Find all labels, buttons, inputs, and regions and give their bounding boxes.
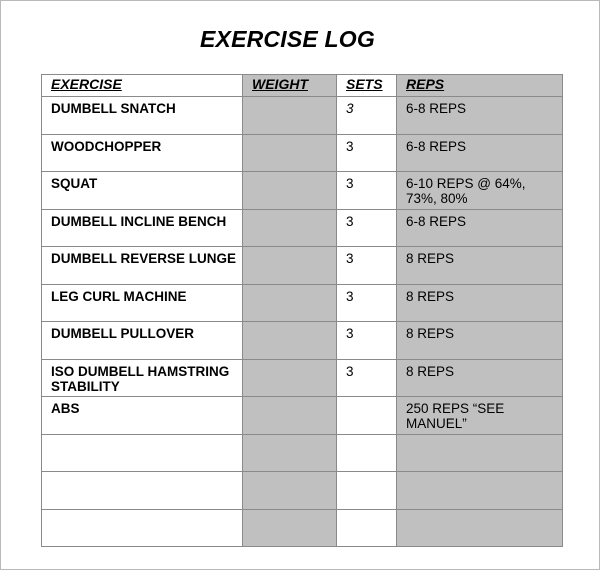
table-row bbox=[42, 209, 563, 247]
sets-cell: 3 bbox=[337, 322, 397, 360]
weight-cell[interactable] bbox=[243, 172, 337, 210]
exercise-cell: SQUAT bbox=[42, 172, 243, 210]
exercise-cell: DUMBELL REVERSE LUNGE bbox=[42, 247, 243, 285]
reps-cell: 6-8 REPS bbox=[397, 97, 563, 135]
reps-cell bbox=[397, 472, 563, 510]
weight-cell[interactable] bbox=[243, 434, 337, 472]
weight-cell[interactable] bbox=[243, 134, 337, 172]
table-row bbox=[42, 472, 563, 510]
weight-cell[interactable] bbox=[243, 97, 337, 135]
reps-cell: 250 REPS “SEE MANUEL” bbox=[397, 397, 563, 435]
table-row bbox=[42, 434, 563, 472]
weight-cell[interactable] bbox=[243, 359, 337, 397]
sets-cell: 3 bbox=[337, 97, 397, 135]
weight-cell[interactable] bbox=[243, 509, 337, 547]
weight-cell[interactable] bbox=[243, 397, 337, 435]
exercise-cell: WOODCHOPPER bbox=[42, 134, 243, 172]
header-reps: REPS bbox=[397, 75, 563, 97]
reps-cell: 6-8 REPS bbox=[397, 209, 563, 247]
table-row bbox=[42, 322, 563, 360]
reps-cell: 8 REPS bbox=[397, 247, 563, 285]
exercise-cell bbox=[42, 434, 243, 472]
weight-cell[interactable] bbox=[243, 472, 337, 510]
sets-cell: 3 bbox=[337, 284, 397, 322]
table-row bbox=[42, 397, 563, 435]
table-row bbox=[42, 172, 563, 210]
weight-cell[interactable] bbox=[243, 284, 337, 322]
sets-cell: 3 bbox=[337, 172, 397, 210]
exercise-cell: ABS bbox=[42, 397, 243, 435]
exercise-cell: DUMBELL INCLINE BENCH bbox=[42, 209, 243, 247]
exercise-log-table bbox=[41, 74, 563, 547]
reps-cell: 8 REPS bbox=[397, 359, 563, 397]
page-title: EXERCISE LOG bbox=[200, 26, 375, 52]
exercise-cell: DUMBELL PULLOVER bbox=[42, 322, 243, 360]
reps-cell bbox=[397, 434, 563, 472]
header-exercise: EXERCISE bbox=[42, 75, 243, 97]
reps-cell: 6-10 REPS @ 64%, 73%, 80% bbox=[397, 172, 563, 210]
weight-cell[interactable] bbox=[243, 209, 337, 247]
table-row bbox=[42, 509, 563, 547]
header-sets: SETS bbox=[337, 75, 397, 97]
table-row bbox=[42, 134, 563, 172]
weight-cell[interactable] bbox=[243, 322, 337, 360]
sets-cell bbox=[337, 434, 397, 472]
weight-cell[interactable] bbox=[243, 247, 337, 285]
table-row bbox=[42, 97, 563, 135]
sets-cell bbox=[337, 509, 397, 547]
exercise-cell: DUMBELL SNATCH bbox=[42, 97, 243, 135]
header-row bbox=[42, 75, 563, 97]
sets-cell bbox=[337, 472, 397, 510]
reps-cell: 8 REPS bbox=[397, 284, 563, 322]
exercise-cell bbox=[42, 509, 243, 547]
header-weight: WEIGHT bbox=[243, 75, 337, 97]
exercise-cell: ISO DUMBELL HAMSTRING STABILITY bbox=[42, 359, 243, 397]
table-row bbox=[42, 284, 563, 322]
sets-cell: 3 bbox=[337, 247, 397, 285]
sets-cell: 3 bbox=[337, 209, 397, 247]
table-row bbox=[42, 247, 563, 285]
reps-cell bbox=[397, 509, 563, 547]
table-row bbox=[42, 359, 563, 397]
reps-cell: 6-8 REPS bbox=[397, 134, 563, 172]
sets-cell: 3 bbox=[337, 134, 397, 172]
sets-cell bbox=[337, 397, 397, 435]
exercise-cell: LEG CURL MACHINE bbox=[42, 284, 243, 322]
reps-cell: 8 REPS bbox=[397, 322, 563, 360]
sets-cell: 3 bbox=[337, 359, 397, 397]
exercise-cell bbox=[42, 472, 243, 510]
